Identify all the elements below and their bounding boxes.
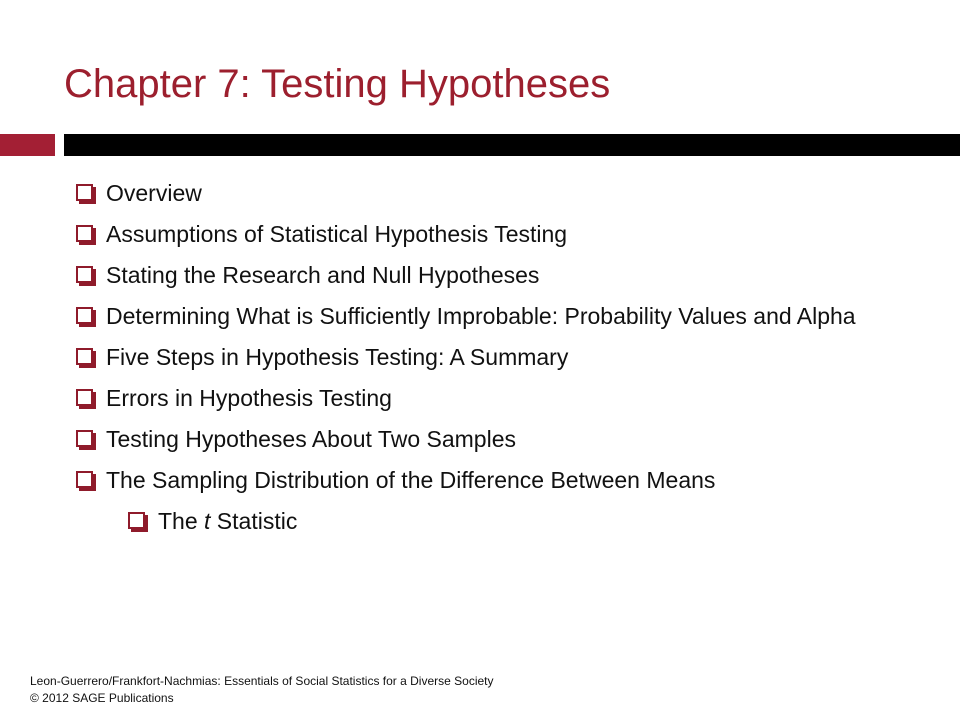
checkbox-square-icon	[76, 471, 93, 488]
footer-copyright: © 2012 SAGE Publications	[30, 691, 174, 705]
sub-bullet-prefix: The	[158, 508, 205, 534]
sub-bullet-text	[158, 508, 297, 534]
sub-bullet-italic: t	[204, 508, 211, 534]
bullet-item	[70, 339, 930, 375]
sub-bullet-suffix: Statistic	[210, 508, 298, 534]
sub-bullet-item	[122, 503, 930, 539]
checkbox-square-icon	[76, 225, 93, 242]
bullet-text: Errors in Hypothesis Testing	[106, 385, 392, 411]
title-divider-bar	[64, 134, 960, 156]
bullet-list	[70, 175, 930, 544]
bullet-item	[70, 462, 930, 498]
title-accent-bar	[0, 134, 55, 156]
bullet-item	[70, 216, 930, 252]
footer	[30, 673, 494, 707]
bullet-text: Stating the Research and Null Hypotheses	[106, 262, 540, 288]
bullet-text: Assumptions of Statistical Hypothesis Testing	[106, 221, 568, 247]
checkbox-square-icon	[128, 512, 145, 529]
bullet-text: Determining What is Sufficiently Improbable: Probability Values and Alpha	[106, 303, 856, 329]
bullet-text: The Sampling Distribution of the Difference Between Means	[106, 467, 716, 493]
bullet-text: Five Steps in Hypothesis Testing: A Summary	[106, 344, 569, 370]
checkbox-square-icon	[76, 430, 93, 447]
bullet-item	[70, 380, 930, 416]
footer-credit: Leon-Guerrero/Frankfort-Nachmias: Essentials of Social Statistics for a Diverse Society	[30, 674, 494, 688]
checkbox-square-icon	[76, 184, 93, 201]
bullet-text: Overview	[106, 180, 202, 206]
slide-title: Chapter 7: Testing Hypotheses	[64, 62, 611, 106]
bullet-text: Testing Hypotheses About Two Samples	[106, 426, 516, 452]
bullet-item	[70, 257, 930, 293]
checkbox-square-icon	[76, 389, 93, 406]
checkbox-square-icon	[76, 307, 93, 324]
bullet-item	[70, 175, 930, 211]
bullet-item	[70, 421, 930, 457]
checkbox-square-icon	[76, 348, 93, 365]
checkbox-square-icon	[76, 266, 93, 283]
bullet-item	[70, 298, 930, 334]
